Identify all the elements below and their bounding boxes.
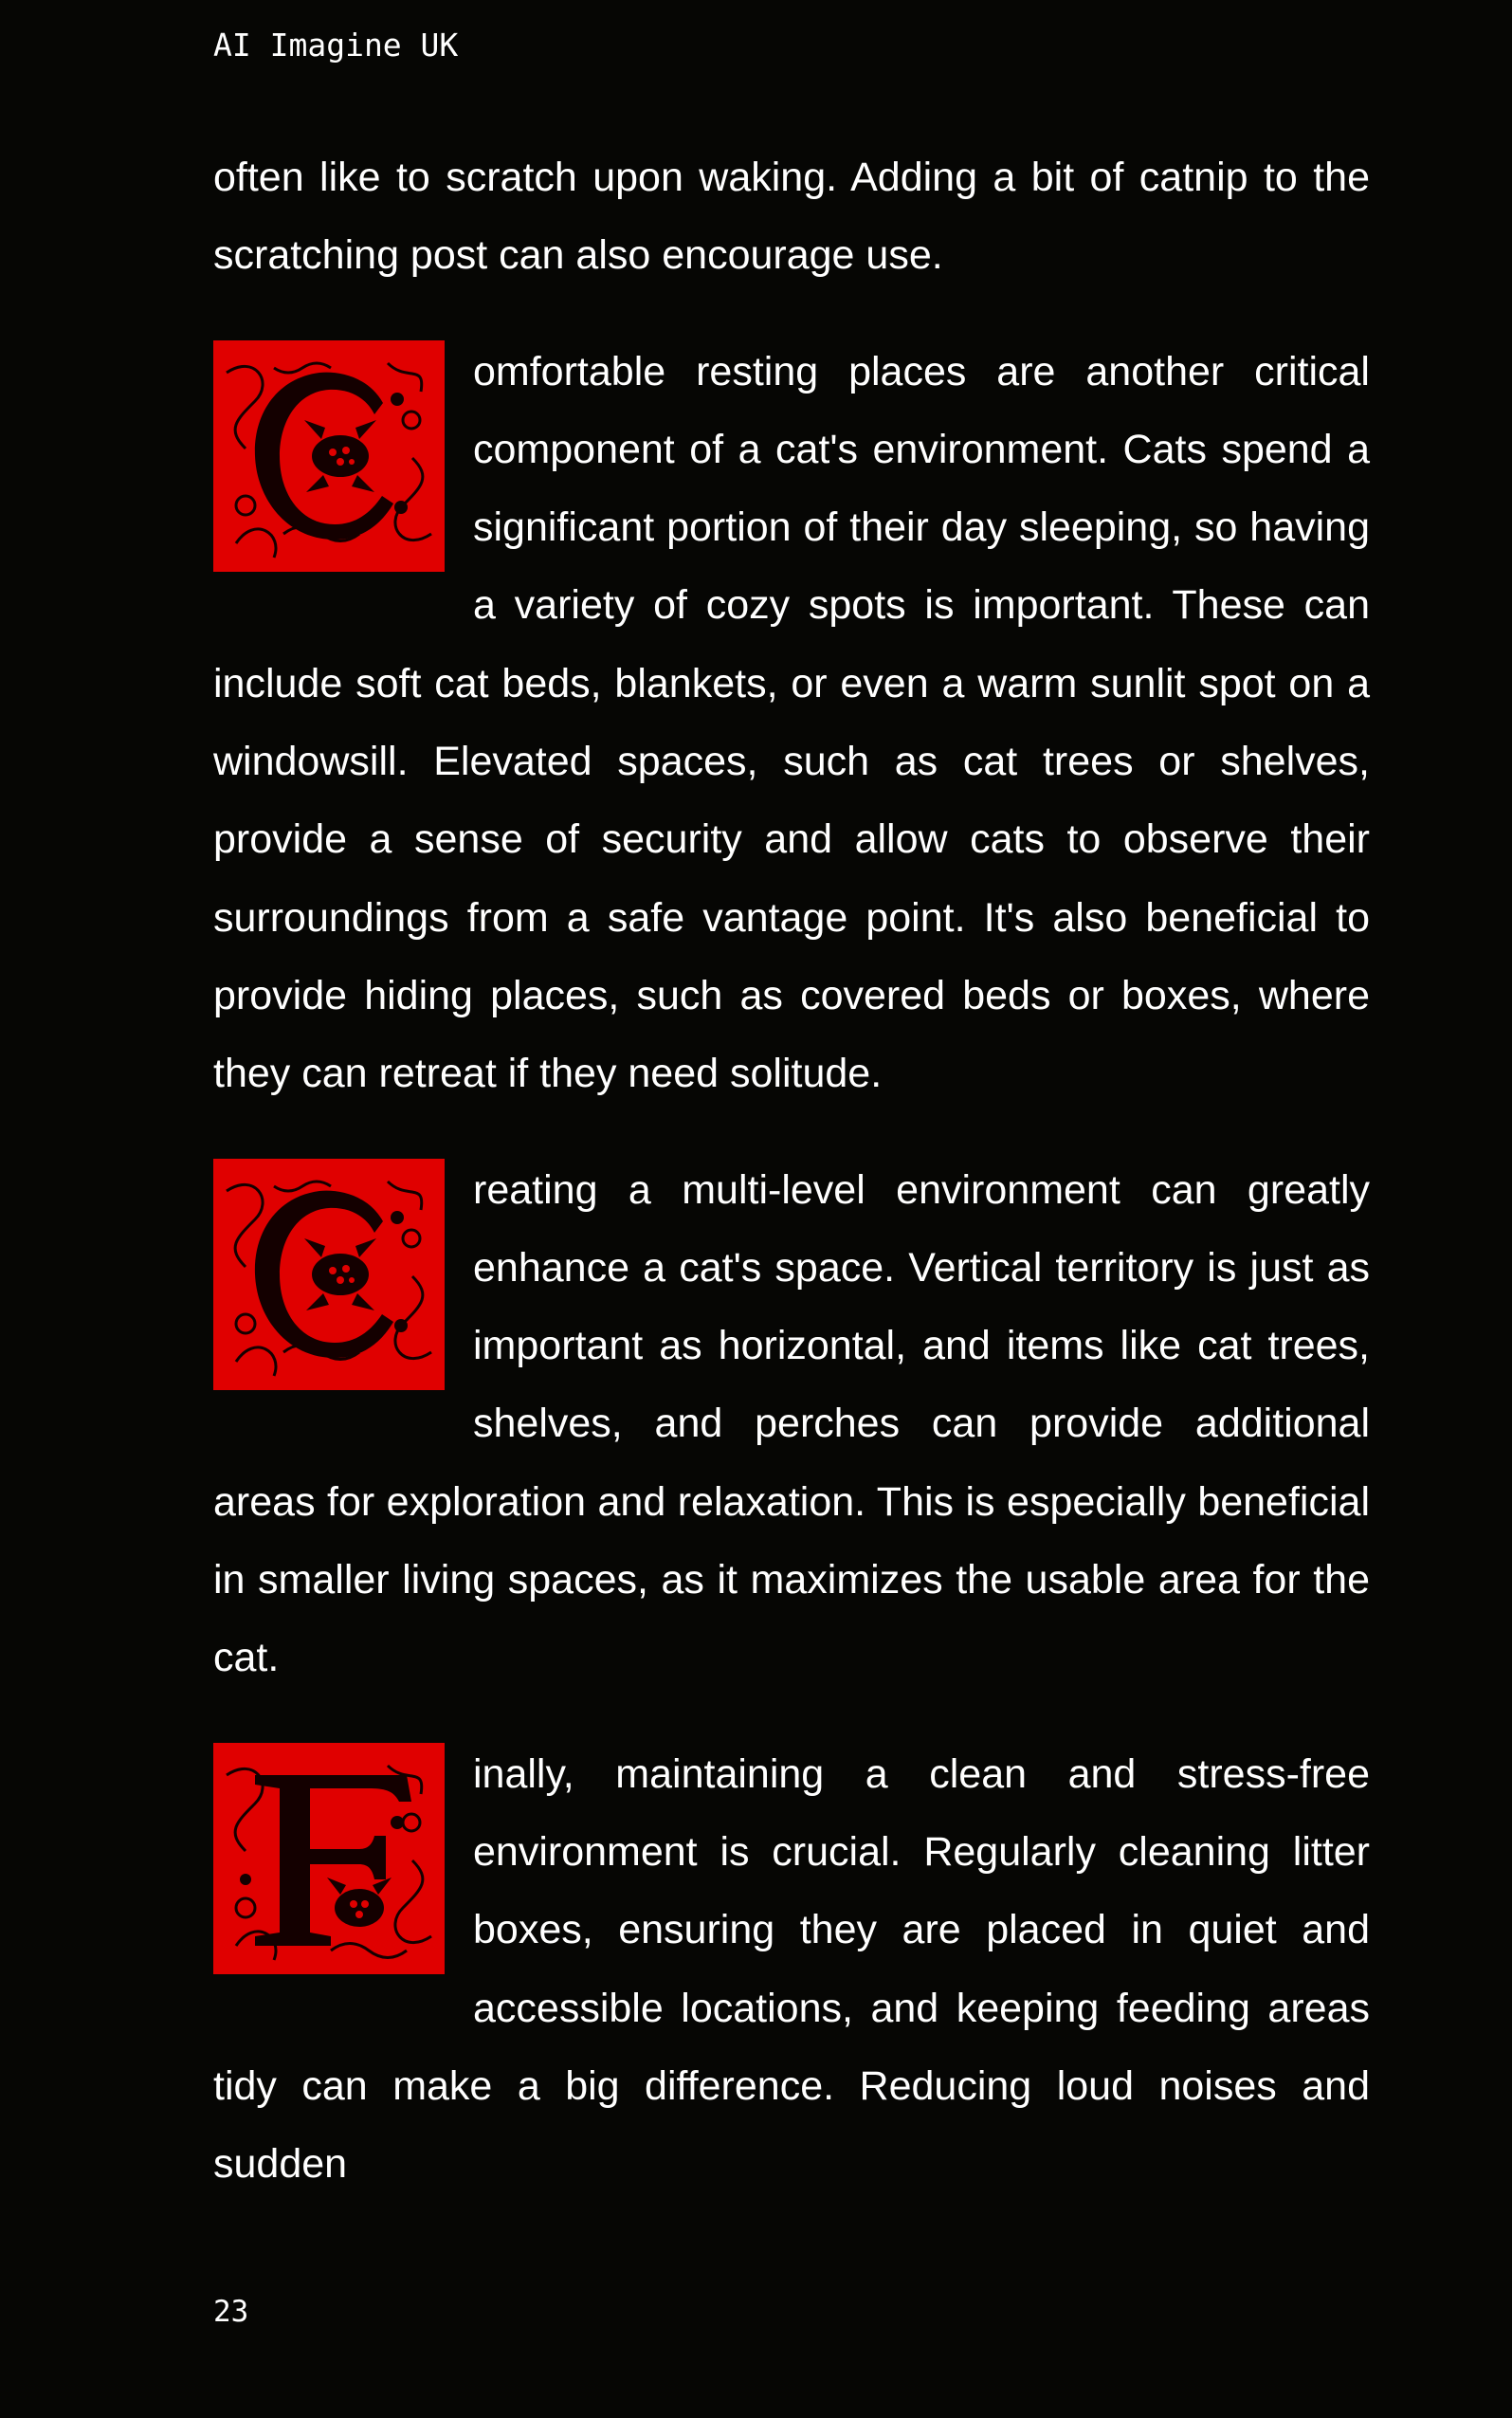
paragraph-text: often like to scratch upon waking. Adding a bit of catnip to the scratching post can also encourage use. bbox=[213, 155, 1370, 279]
paragraph-continuation bbox=[213, 138, 1370, 295]
paragraph-text: omfortable resting places are another critical component of a cat's environment. Cats spend a significant portion of their day sleeping, so having a variety of cozy spots is important. These can include soft cat beds, blankets, or even a warm sunlit spot on a windowsill. Elevated spaces, such as cat trees or shelves, provide a sense of security and allow cats to observe their surroundings from a safe vantage point. It's also beneficial to provide hiding places, such as covered beds or boxes, where they can retreat if they need solitude. bbox=[213, 348, 1370, 1097]
body-text bbox=[213, 138, 1370, 2203]
paragraph-finally bbox=[213, 1735, 1370, 2204]
page-number: 23 bbox=[213, 2295, 249, 2329]
paragraph-text: inally, maintaining a clean and stress-free environment is crucial. Regularly cleaning litter boxes, ensuring they are placed in quiet and accessible locations, and keeping feeding areas tidy can make a big difference. Reducing loud noises and sudden bbox=[213, 1750, 1370, 2188]
ornate-dropcap-c-icon bbox=[213, 1159, 445, 1390]
running-header: AI Imagine UK bbox=[213, 27, 459, 64]
paragraph-comfortable-resting bbox=[213, 333, 1370, 1113]
paragraph-multi-level bbox=[213, 1151, 1370, 1697]
ornate-dropcap-c-icon bbox=[213, 340, 445, 572]
paragraph-text: reating a multi-level environment can greatly enhance a cat's space. Vertical territory is just as important as horizontal, and items like cat trees, shelves, and perches can provide additional areas for exploration and relaxation. This is especially beneficial in smaller living spaces, as it maximizes the usable area for the cat. bbox=[213, 1166, 1370, 1681]
ornate-dropcap-f-icon bbox=[213, 1743, 445, 1974]
